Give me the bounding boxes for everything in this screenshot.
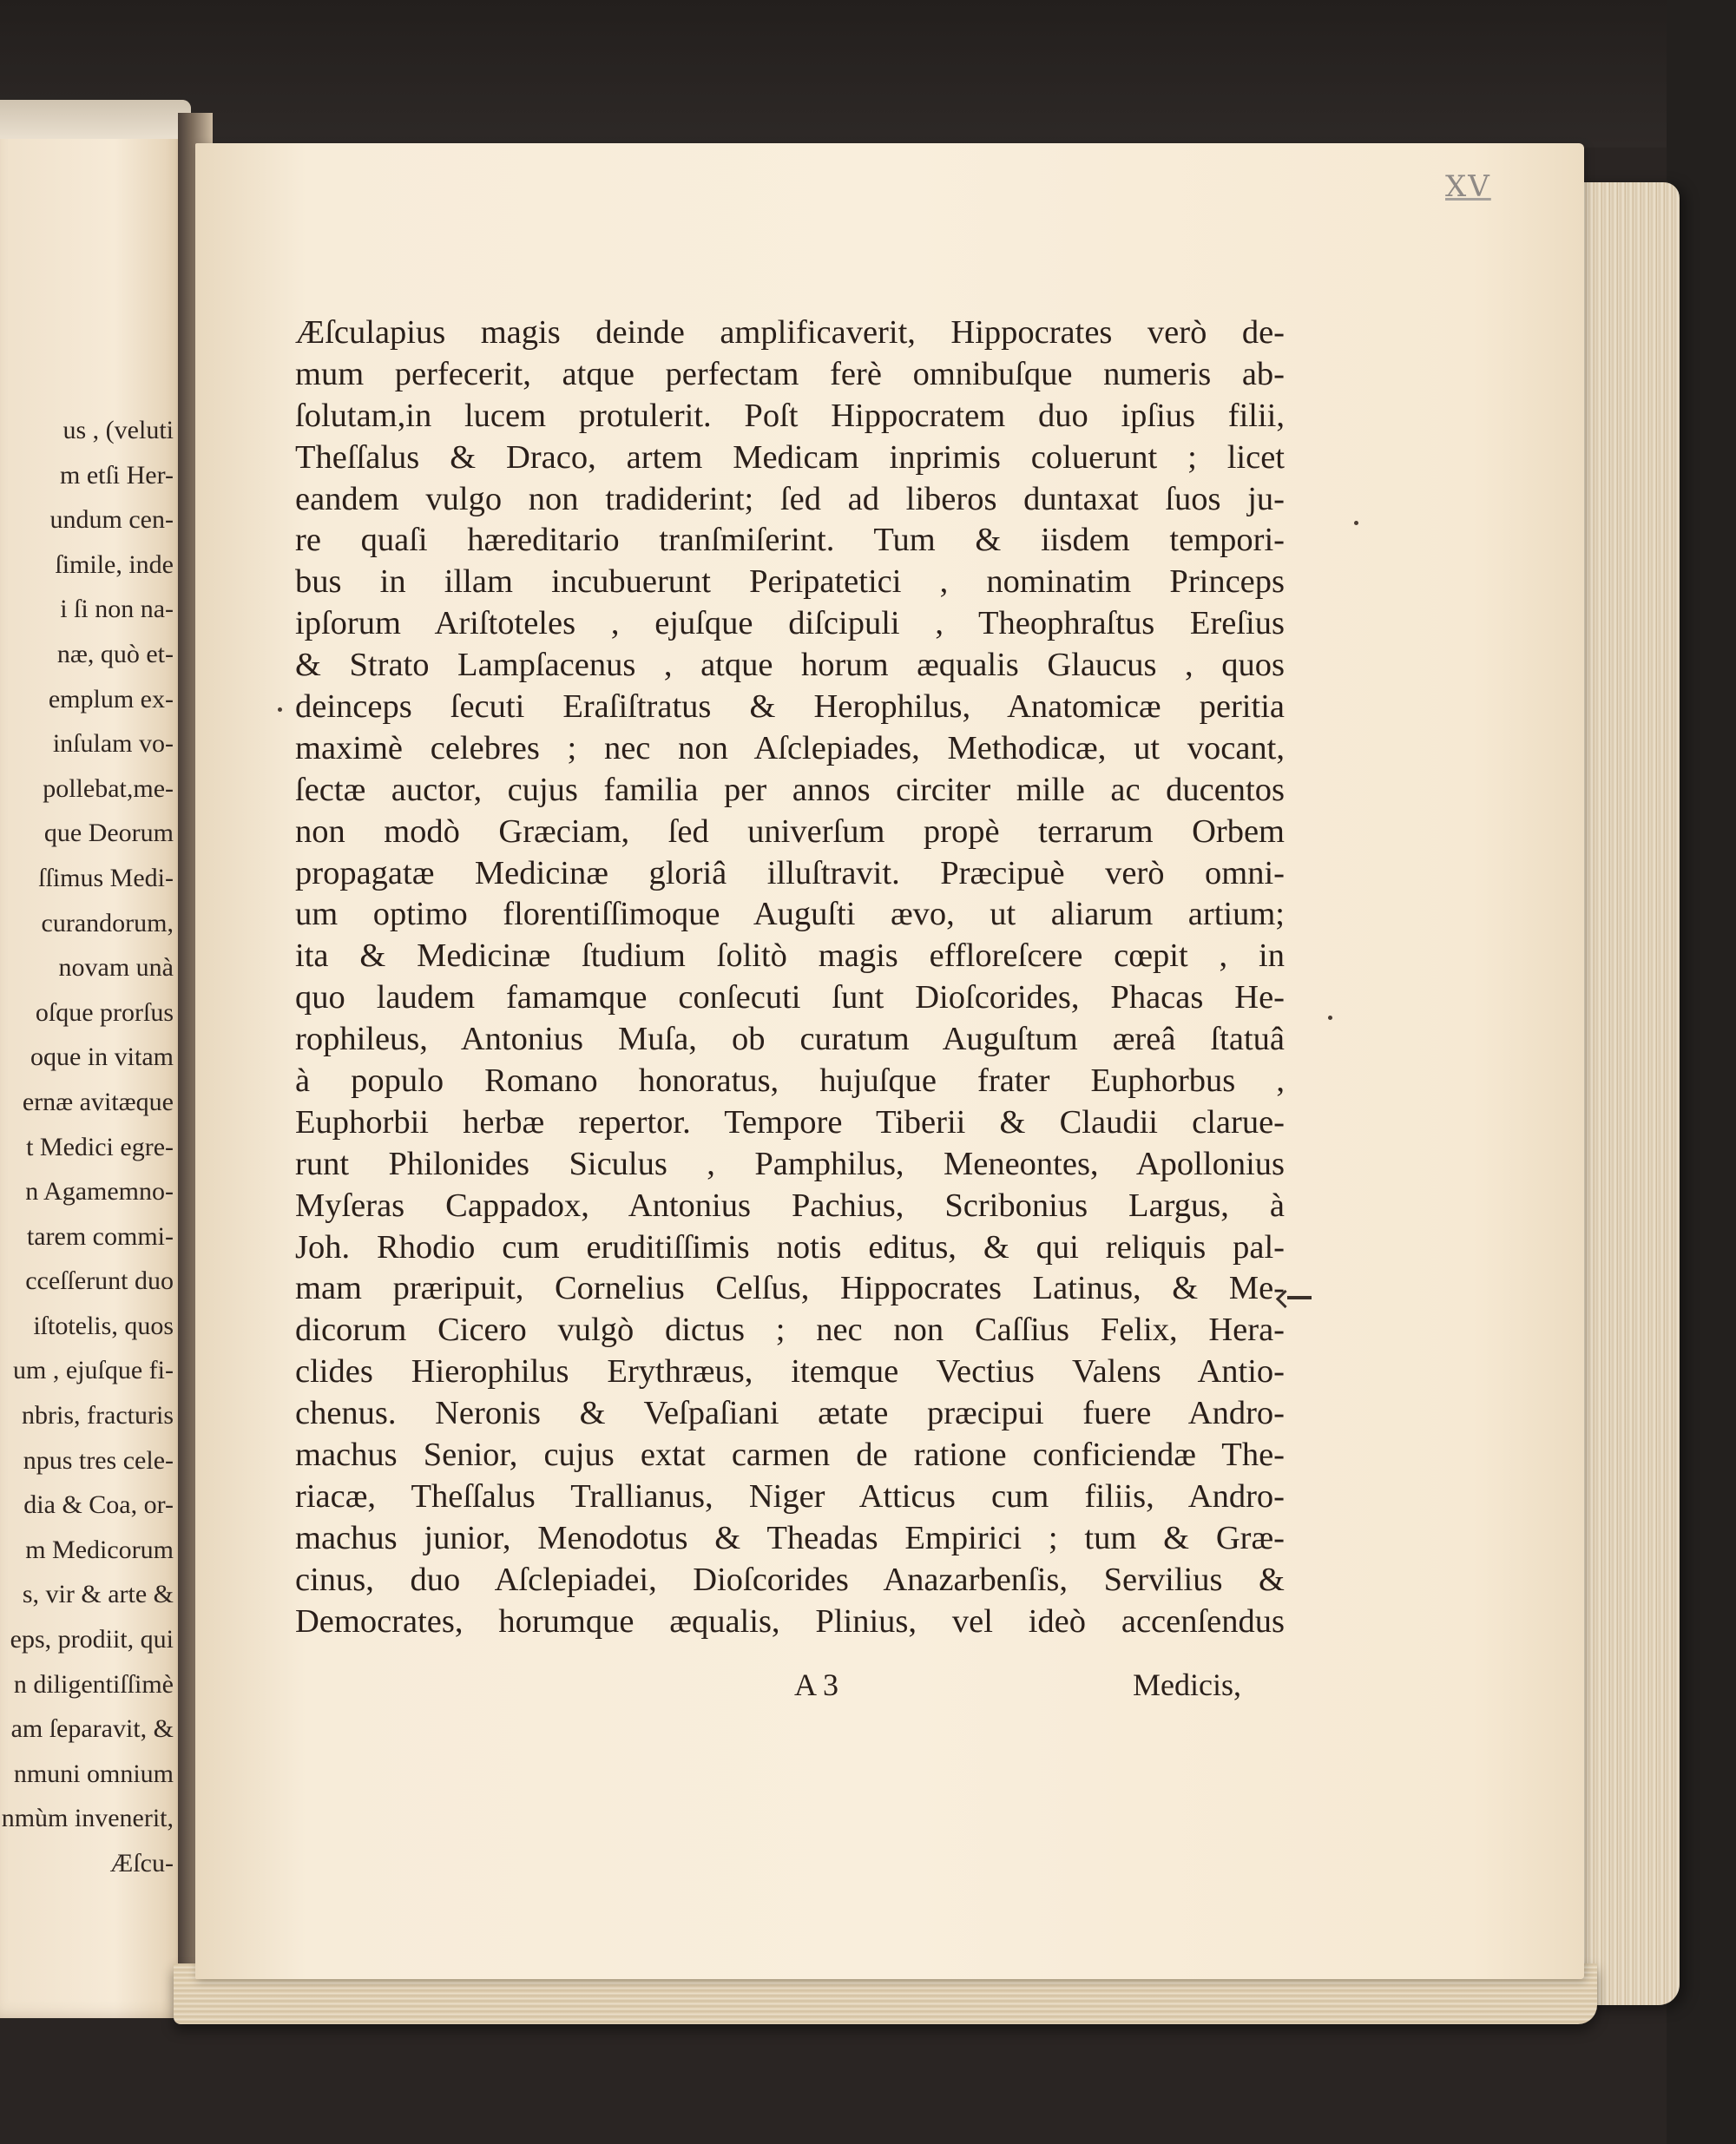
text-line: Theſſalus & Draco, artem Medicam inprimis coluerunt ; licet (295, 438, 1285, 476)
facing-text-line: um , ejuſque fi- (13, 1356, 174, 1385)
facing-text-line: n diligentiſſimè (13, 1669, 174, 1699)
facing-text-line: ſſimus Medi- (38, 863, 174, 892)
text-line: machus junior, Menodotus & Theadas Empirici ; tum & Græ- (295, 1519, 1285, 1556)
facing-text-line: dia & Coa, or- (23, 1490, 174, 1520)
text-line: rophileus, Antonius Muſa, ob curatum Auguſtum æreâ ſtatuâ (295, 1021, 1285, 1058)
text-line: dicorum Cicero vulgò dictus ; nec non Caſſius Felix, Hera- (295, 1312, 1285, 1349)
text-line: ſolutam,in lucem protulerit. Poſt Hippocratem duo ipſius filii, (295, 397, 1285, 434)
facing-page-left (0, 100, 191, 2018)
facing-text-line: ernæ avitæque (22, 1087, 174, 1116)
facing-text-line: iſtotelis, quos (33, 1311, 174, 1340)
facing-text-line: npus tres cele- (23, 1445, 174, 1475)
facing-text-line: emplum ex- (48, 684, 174, 714)
text-line: Myſeras Cappadox, Antonius Pachius, Scribonius Largus, à (295, 1187, 1285, 1224)
facing-text-line: us , (veluti (62, 416, 174, 444)
facing-text-line: tarem commi- (26, 1221, 174, 1251)
facing-text-line: que Deorum (43, 819, 174, 848)
margin-arrow-icon (1287, 1296, 1312, 1299)
facing-text-line: pollebat,me- (43, 773, 174, 803)
facing-text-line: curandorum, (41, 908, 174, 937)
text-line: Euphorbii herbæ repertor. Tempore Tiberii & Claudii clarue- (295, 1103, 1285, 1141)
text-line: bus in illam incubuerunt Peripatetici , nominatim Princeps (295, 563, 1285, 601)
text-line: & Strato Lampſacenus , atque horum æqualis Glaucus , quos (295, 647, 1285, 684)
text-line: ſectæ auctor, cujus familia per annos circiter mille ac ducentos (295, 771, 1285, 808)
page-body-text (295, 312, 1285, 1643)
facing-text-line: s, vir & arte & (22, 1580, 174, 1609)
text-line: ipſorum Ariſtoteles , ejuſque diſcipuli , Theophraſtus Ereſius (295, 605, 1285, 642)
facing-text-line: nbris, fracturis (22, 1401, 174, 1430)
facing-text-line: m Medicorum (25, 1535, 174, 1564)
margin-speck (1328, 1016, 1332, 1020)
folio-mark: XV (1445, 169, 1491, 204)
margin-speck (1354, 521, 1358, 525)
text-line: non modò Græciam, ſed univerſum propè terrarum Orbem (295, 812, 1285, 850)
text-line: re quaſi hæreditario tranſmiſerint. Tum & iisdem tempori- (295, 522, 1285, 559)
facing-text-line: n Agamemno- (25, 1177, 174, 1207)
text-line: mum perfecerit, atque perfectam ferè omnibuſque numeris ab- (295, 355, 1285, 392)
text-line: à populo Romano honoratus, hujuſque frater Euphorbus , (295, 1062, 1285, 1100)
text-line: eandem vulgo non tradiderint; ſed ad liberos duntaxat ſuos ju- (295, 480, 1285, 517)
background-top (0, 0, 1736, 148)
text-line: chenus. Neronis & Veſpaſiani ætate præcipui fuere Andro- (295, 1395, 1285, 1432)
facing-text-line: m etſi Her- (59, 460, 174, 490)
facing-text-line: Æſcu- (109, 1849, 174, 1878)
signature-mark: A 3 (794, 1667, 839, 1702)
facing-text-line: am ſeparavit, & (10, 1714, 174, 1744)
facing-text-line: næ, quò et- (56, 639, 174, 668)
text-line: ita & Medicinæ ſtudium ſolitò magis effloreſcere cœpit , in (295, 937, 1285, 975)
facing-text-line: cceſſerunt duo (25, 1266, 174, 1296)
text-line: clides Hierophilus Erythræus, itemque Vectius Valens Antio- (295, 1353, 1285, 1391)
facing-text-line: nmuni omnium (13, 1759, 174, 1788)
text-line: deinceps ſecuti Eraſiſtratus & Herophilus, Anatomicæ peritia (295, 688, 1285, 726)
facing-page-text (0, 408, 174, 1886)
text-line: Democrates, horumque æqualis, Plinius, vel ideò accenſendus (295, 1602, 1285, 1640)
text-line: maximè celebres ; nec non Aſclepiades, Methodicæ, ut vocant, (295, 729, 1285, 766)
facing-text-line: novam unà (58, 953, 174, 983)
facing-text-line: inſulam vo- (52, 729, 174, 759)
text-line: um optimo florentiſſimoque Auguſti ævo, ut aliarum artium; (295, 896, 1285, 933)
catchword: Medicis, (1133, 1667, 1241, 1702)
facing-text-line: t Medici egre- (26, 1132, 174, 1161)
book-fore-edge (1571, 182, 1680, 2005)
facing-text-line: ſimile, inde (55, 549, 174, 579)
margin-speck (278, 707, 282, 712)
text-line: runt Philonides Siculus , Pamphilus, Meneontes, Apollonius (295, 1145, 1285, 1182)
facing-text-line: oſque prorſus (35, 997, 174, 1027)
text-line: propagatæ Medicinæ gloriâ illuſtravit. Præcipuè verò omni- (295, 854, 1285, 891)
text-line: riacæ, Theſſalus Trallianus, Niger Atticus cum filiis, Andro- (295, 1477, 1285, 1515)
facing-text-line: eps, prodiit, qui (10, 1625, 174, 1654)
facing-text-line: i ſi non na- (60, 595, 174, 624)
text-line: Joh. Rhodio cum eruditiſſimis notis editus, & qui reliquis pal- (295, 1228, 1285, 1266)
facing-text-line: oque in vitam (30, 1042, 174, 1072)
text-line: mam præripuit, Cornelius Celſus, Hippocrates Latinus, & Me- (295, 1270, 1285, 1307)
text-line: cinus, duo Aſclepiadei, Dioſcorides Anazarbenſis, Servilius & (295, 1561, 1285, 1598)
cover-edge (0, 100, 191, 139)
text-line: quo laudem famamque conſecuti ſunt Dioſcorides, Phacas He- (295, 979, 1285, 1016)
facing-text-line: undum cen- (49, 505, 174, 535)
facing-text-line: nmùm invenerit, (1, 1804, 174, 1833)
text-line: machus Senior, cujus extat carmen de ratione conficiendæ The- (295, 1437, 1285, 1474)
text-line: Æſculapius magis deinde amplificaverit, Hippocrates verò de- (295, 314, 1285, 351)
